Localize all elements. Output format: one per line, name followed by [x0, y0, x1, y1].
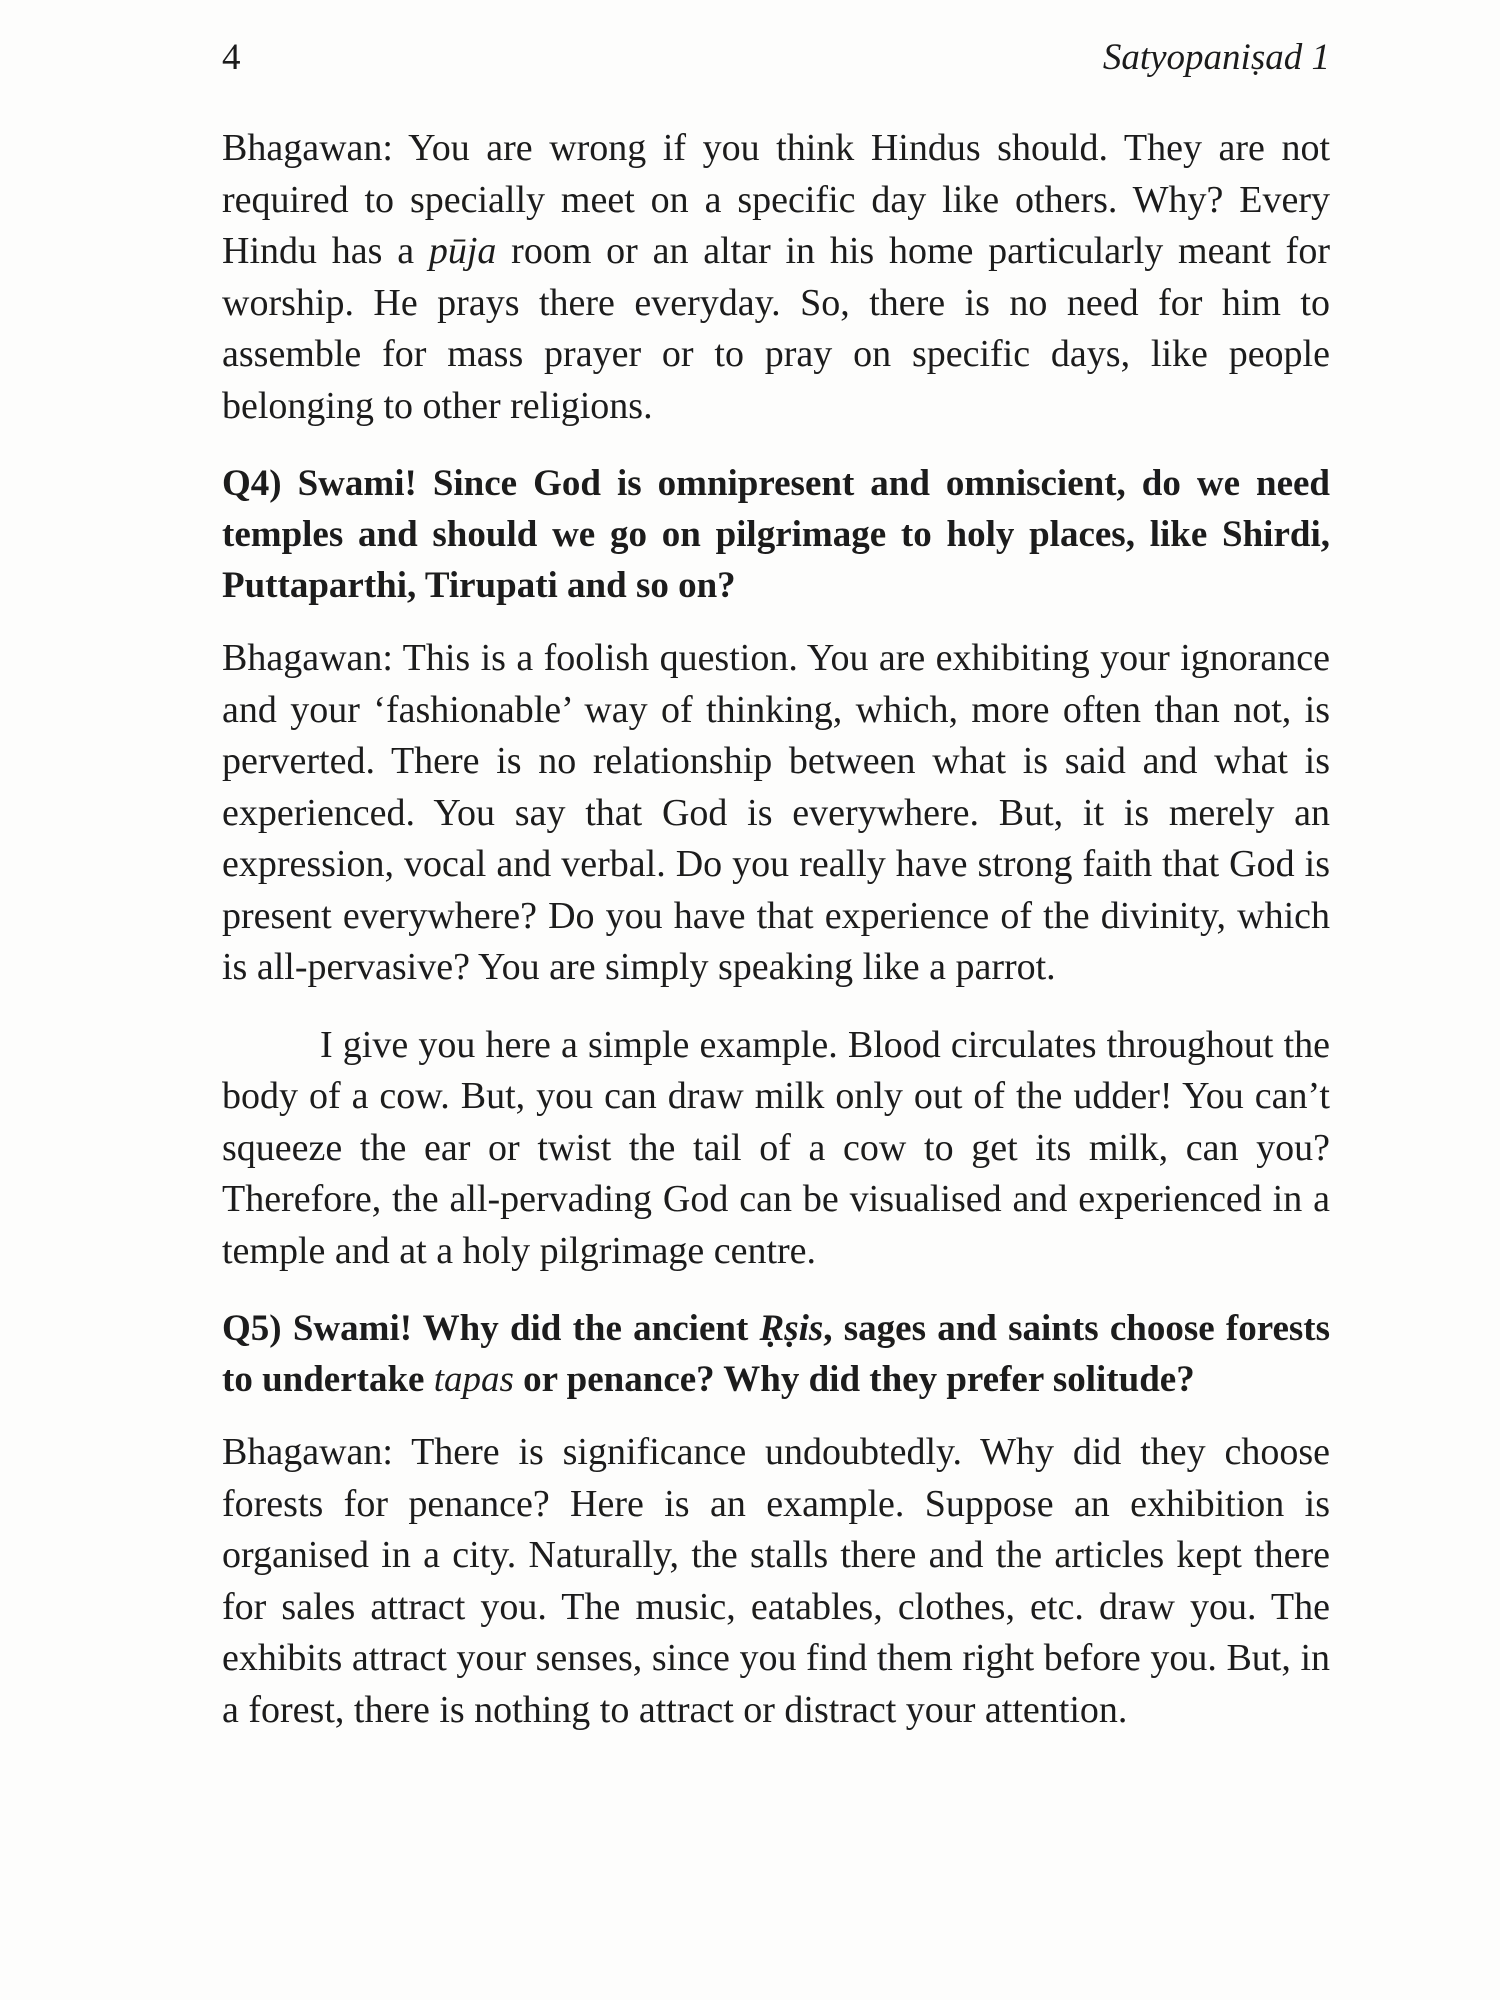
answer-paragraph-q3 [222, 123, 1330, 432]
running-title: Satyopaniṣad 1 [1102, 37, 1330, 78]
question-q5-text-start: Q5) Swami! Why did the ancient [222, 1308, 760, 1349]
page-number: 4 [222, 37, 241, 78]
answer-q3-text-start: Bhagawan: You are wrong if you think Hindus should. They are not required to specially meet on a specific day like others. Why? Every Hindu has a [222, 127, 1330, 272]
answer-q3-text-end: room or an altar in his home particularly meant for worship. He prays there everyday. So, there is no need for him to assemble for mass prayer or to pray on specific days, like people belonging to other religions. [222, 230, 1330, 427]
question-q5-italic-rsis: Ṛṣis [759, 1308, 824, 1349]
question-q5-italic-tapas: tapas [433, 1359, 514, 1400]
question-q4: Q4) Swami! Since God is omnipresent and omniscient, do we need temples and should we go on pilgrimage to holy places, like Shirdi, Puttaparthi, Tirupati and so on? [222, 463, 1330, 606]
answer-paragraph-q4-continued: I give you here a simple example. Blood circulates throughout the body of a cow. But, you can draw milk only out of the udder! You can’t squeeze the ear or twist the tail of a cow to get its milk, can you? Therefore, the all-pervading God can be visualised and experienced in a temple and at a holy pilgrimage centre. [222, 1023, 1330, 1272]
page-body [222, 123, 1330, 1736]
question-q5-text-end: or penance? Why did they prefer solitude? [513, 1359, 1195, 1400]
answer-paragraph-q5: Bhagawan: There is significance undoubtedly. Why did they choose forests for penance? Here is an example. Suppose an exhibition is organised in a city. Naturally, the stalls there and the articles kept there for sales attract you. The music, eatables, clothes, etc. draw you. The exhibits attract your senses, since you find them right before you. But, in a forest, there is nothing to attract or distract your attention. [222, 1431, 1330, 1731]
answer-paragraph-q4: Bhagawan: This is a foolish question. You are exhibiting your ignorance and your ‘fashionable’ way of thinking, which, more often than not, is perverted. There is no relationship between what is said and what is experienced. You say that God is everywhere. But, it is merely an expression, vocal and verbal. Do you really have strong faith that God is present everywhere? Do you have that experience of the divinity, which is all-pervasive? You are simply speaking like a parrot. [222, 637, 1330, 988]
question-q5 [222, 1303, 1330, 1405]
question-q5-text-middle: , sages and saints choose forests to undertake [222, 1308, 1331, 1400]
page-header [222, 30, 1330, 86]
answer-q3-italic-term: pūja [428, 230, 497, 272]
